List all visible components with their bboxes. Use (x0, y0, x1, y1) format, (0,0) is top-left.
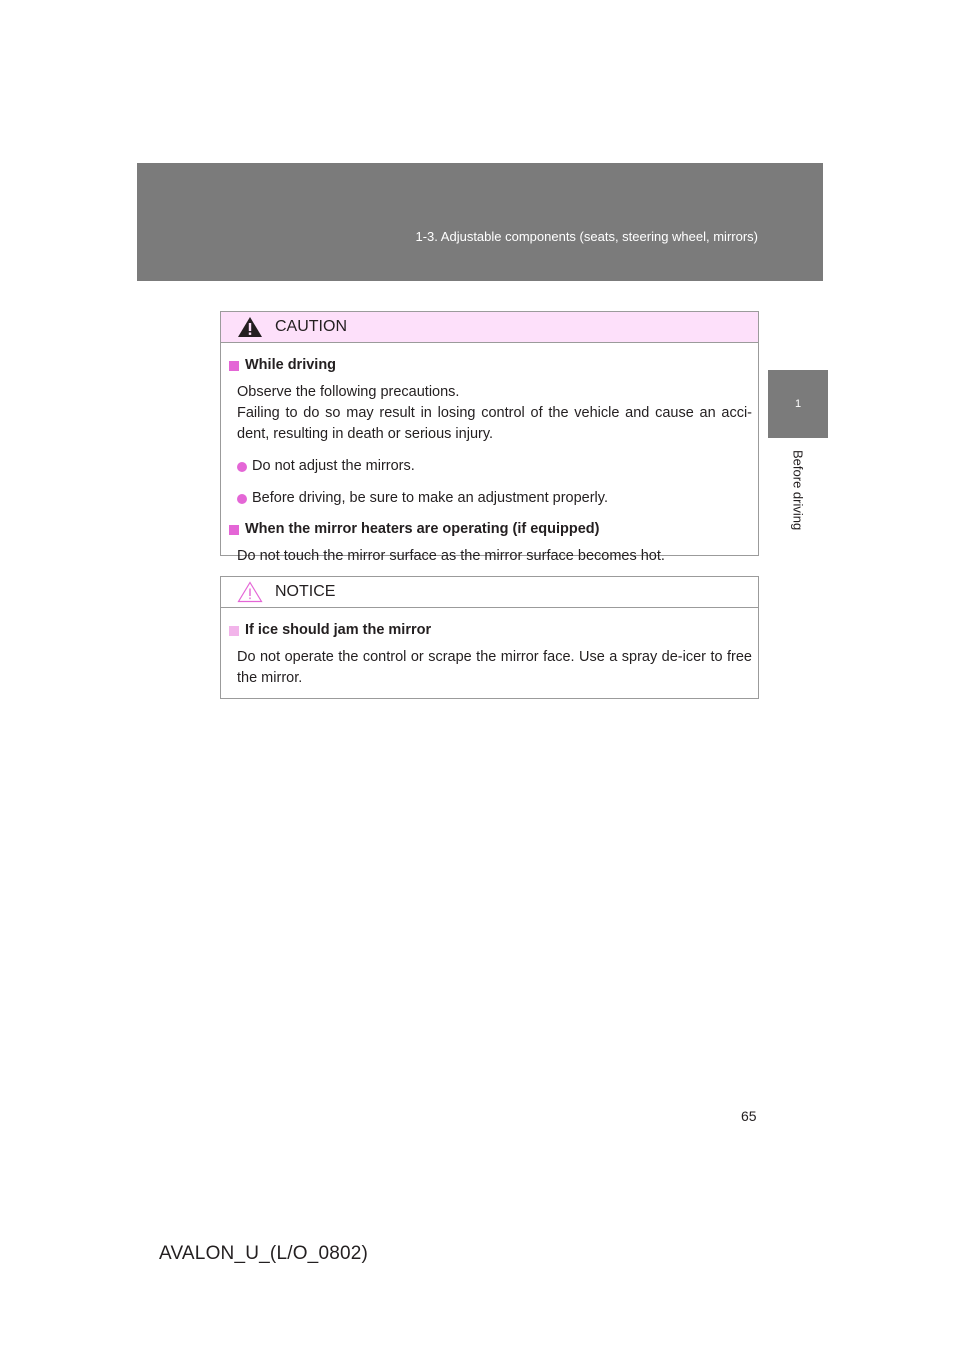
square-bullet-icon (229, 361, 239, 371)
caution-box (220, 311, 759, 564)
header-band (137, 163, 823, 281)
section-title-mirror-heaters: When the mirror heaters are operating (if equipped) (229, 519, 752, 540)
paragraph: Failing to do so may result in losing control of the vehicle and cause an acci-dent, resulting in death or serious injury. (237, 405, 752, 442)
list-item: Do not adjust the mirrors. (237, 456, 752, 477)
notice-header (221, 577, 758, 608)
chapter-label: Before driving (790, 450, 806, 531)
paragraph: Do not touch the mirror surface as the mirror surface becomes hot. (237, 548, 665, 564)
section-title-ice: If ice should jam the mirror (229, 620, 752, 641)
warning-outline-icon (237, 581, 263, 603)
square-bullet-icon (229, 626, 239, 636)
page-number: 65 (741, 1108, 757, 1124)
chapter-tab (768, 370, 828, 438)
notice-body (221, 608, 758, 689)
caution-heading: CAUTION (275, 318, 347, 335)
square-bullet-icon (229, 525, 239, 535)
paragraph: Do not operate the control or scrape the mirror face. Use a spray de-icer to free the mirror. (237, 649, 752, 686)
caution-body (221, 343, 758, 567)
section-title: 1-3. Adjustable components (seats, steering wheel, mirrors) (415, 229, 758, 244)
notice-heading: NOTICE (275, 583, 336, 600)
notice-box (220, 576, 759, 699)
dot-bullet-icon (237, 462, 247, 472)
chapter-number: 1 (794, 398, 802, 410)
dot-bullet-icon (237, 494, 247, 504)
paragraph: Observe the following precautions. (237, 384, 460, 400)
caution-header (221, 312, 758, 343)
footer-code: AVALON_U_(L/O_0802) (159, 1243, 369, 1264)
list-item: Before driving, be sure to make an adjustment properly. (237, 488, 752, 509)
section-title-while-driving: While driving (229, 355, 752, 376)
warning-filled-icon (237, 316, 263, 338)
